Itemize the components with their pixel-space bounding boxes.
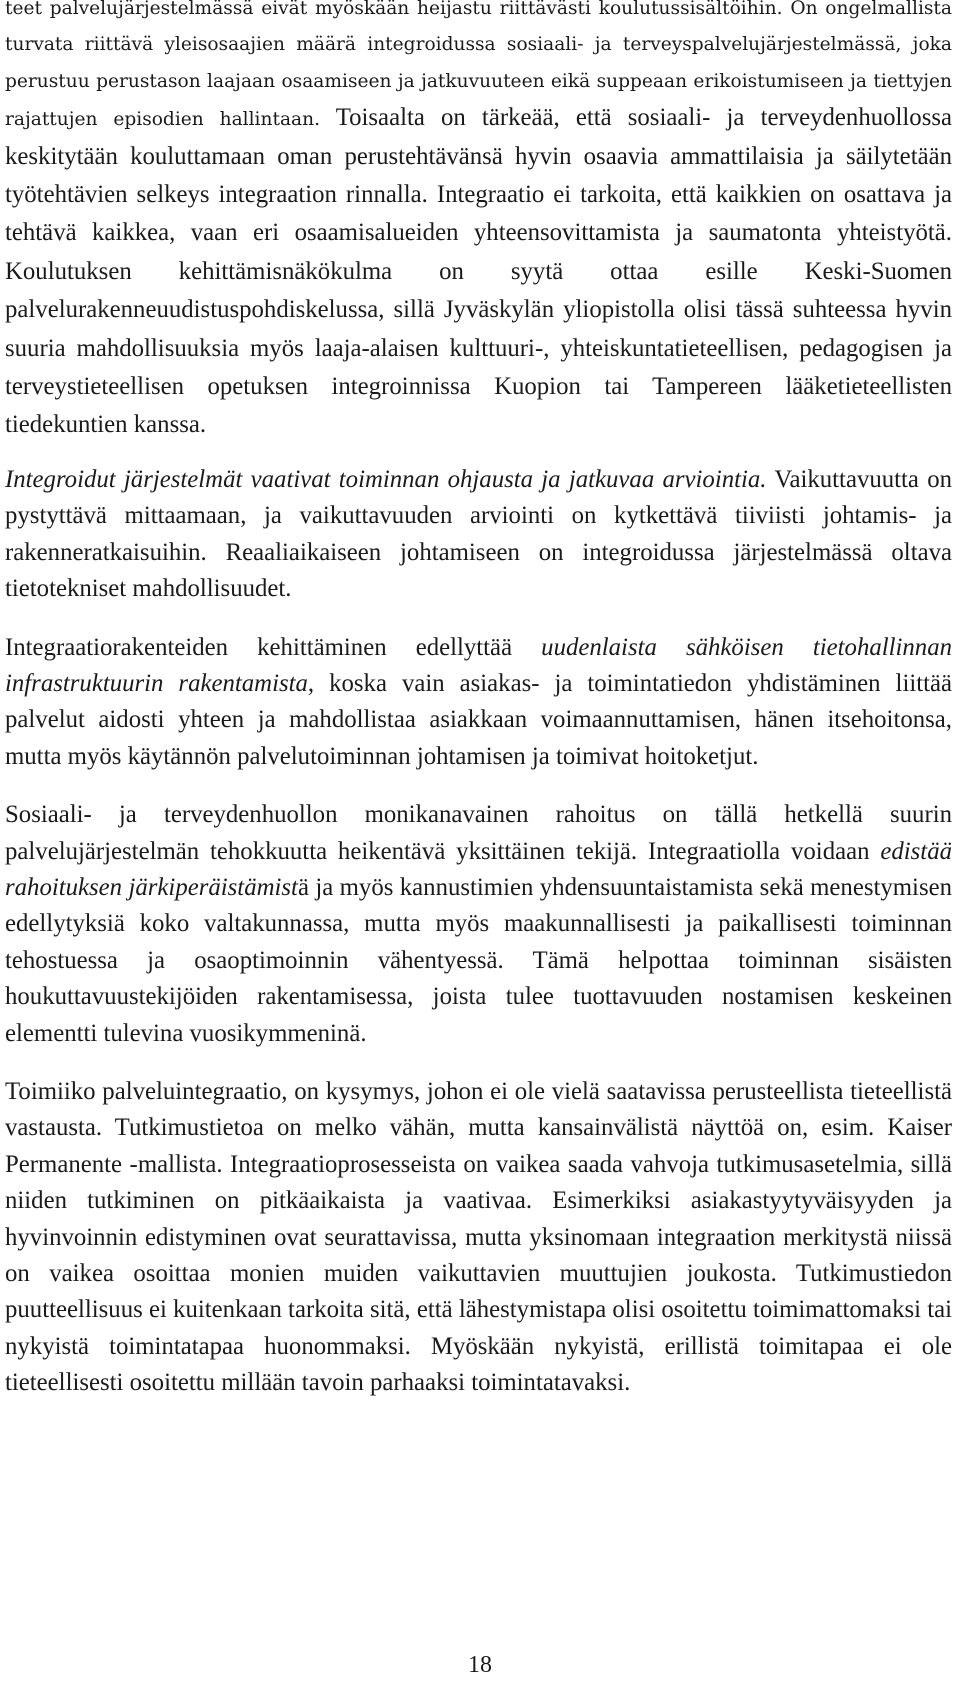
paragraph-2-emphasis: Integroidut järjestelmät vaativat toiminnan ohjausta ja jatkuvaa arviointia. [5, 465, 767, 493]
paragraph-1-segment-3: Integraatio ei tarkoita, että kaikkien on osattava ja tehtävä kaikkea, vaan eri osaamisalueiden yhteensovittamista ja saumatonta yhteistyötä. Koulutuksen kehittämisnäkökulma on syytä ottaa esille Keski-Suomen palvelurakenneuudistuspohdiskelussa, sillä Jyväskylän yliopistolla olisi tässä suhteessa hyvin suuria mahdollisuuksia myös laaja-alaisen kulttuuri-, yhteiskuntatieteellisen, pedagogisen ja terveystieteellisen opetuksen integroinnissa Kuopion tai Tampereen lääketieteellisten tiedekuntien kanssa. [5, 181, 952, 439]
paragraph-3 [5, 630, 952, 776]
paragraph-1-segment-2: Toisaalta on tärkeää, että sosiaali- ja terveydenhuollossa keskitytään kouluttamaan oman perustehtävänsä hyvin osaavia ammattilaisia ja säilytetään työtehtävien selkeys integraation rinnalla. [5, 104, 952, 209]
paragraph-4-emphasis: edistää rahoituksen järkiperäistämist [5, 837, 952, 901]
paragraph-2 [5, 462, 952, 608]
paragraph-5 [5, 1074, 952, 1402]
paragraph-4-after: ä ja myös kannustimien yhdensuuntaistamista sekä menestymisen edellytyksiä koko valtakunnassa, mutta myös maakunnallisesti ja paikallisesti toiminnan tehostuessa ja osaoptimoinnin vähentyessä. Tämä helpottaa toiminnan sisäisten houkuttavuustekijöiden rakentamisessa, joista tulee tuottavuuden nostamisen keskeinen elementti tulevina vuosikymmeninä. [5, 873, 952, 1047]
paragraph-1 [5, 0, 952, 446]
paragraph-5-text: Toimiiko palveluintegraatio, on kysymys, johon ei ole vielä saatavissa perusteellista tieteellistä vastausta. Tutkimustietoa on melko vähän, mutta kansainvälistä näyttöä on, esim. Kaiser Permanente -mallista. Integraatioprosesseista on vaikea saada vahvoja tutkimusasetelmia, sillä niiden tutkiminen on pitkäaikaista ja vaativaa. Esimerkiksi asiakastyytyväisyyden ja hyvinvoinnin edistyminen ovat seurattavissa, mutta yksinomaan integraation merkitystä niissä on vaikea osoittaa monien muiden vaikuttavien muuttujien joukosta. Tutkimustiedon puutteellisuus ei kuitenkaan tarkoita sitä, että lähestymistapa olisi osoitettu toimimattomaksi tai nykyistä toimintatapaa huonommaksi. Myöskään nykyistä, erillistä toimitapaa ei ole tieteellisesti osoitettu millään tavoin parhaaksi toimintatavaksi. [5, 1077, 952, 1397]
paragraph-3-emphasis: uudenlaista sähköisen tietohallinnan infrastruktuurin rakentamista [5, 633, 952, 697]
paragraph-4 [5, 797, 952, 1052]
paragraph-3-before: Integraatiorakenteiden kehittäminen edellyttää [5, 633, 542, 661]
page-number: 18 [468, 1652, 492, 1678]
paragraph-4-before: Sosiaali- ja terveydenhuollon monikanavainen rahoitus on tällä hetkellä suurin palvelujärjestelmän tehokkuutta heikentävä yksittäinen tekijä. Integraatiolla voidaan [5, 801, 952, 865]
paragraph-2-text: Vaikuttavuutta on pystyttävä mittaamaan, ja vaikuttavuuden arviointi on kytkettävä tiiviisti johtamis- ja rakenneratkaisuihin. Reaaliaikaiseen johtamiseen on integroidussa järjestelmässä oltava tietotekniset mahdollisuudet. [5, 465, 952, 603]
paragraph-1-segment-1: teet palvelujärjestelmässä eivät myöskään heijastu riittävästi koulutussisältöihin. On ongelmallista turvata riittävä yleisosaajien määrä integroidussa sosiaali- ja terveyspalvelujärjestelmässä, joka perustuu perustason laajaan osaamiseen ja jatkuvuuteen eikä suppeaan erikoistumiseen ja tiettyjen rajattujen episodien hallintaan. [5, 0, 952, 131]
paragraph-3-after: , koska vain asiakas- ja toimintatiedon yhdistäminen liittää palvelut aidosti yhteen ja mahdollistaa asiakkaan voimaannuttamisen, hänen itsehoitonsa, mutta myös käytännön palvelutoiminnan johtamisen ja toimivat hoitoketjut. [5, 669, 953, 770]
